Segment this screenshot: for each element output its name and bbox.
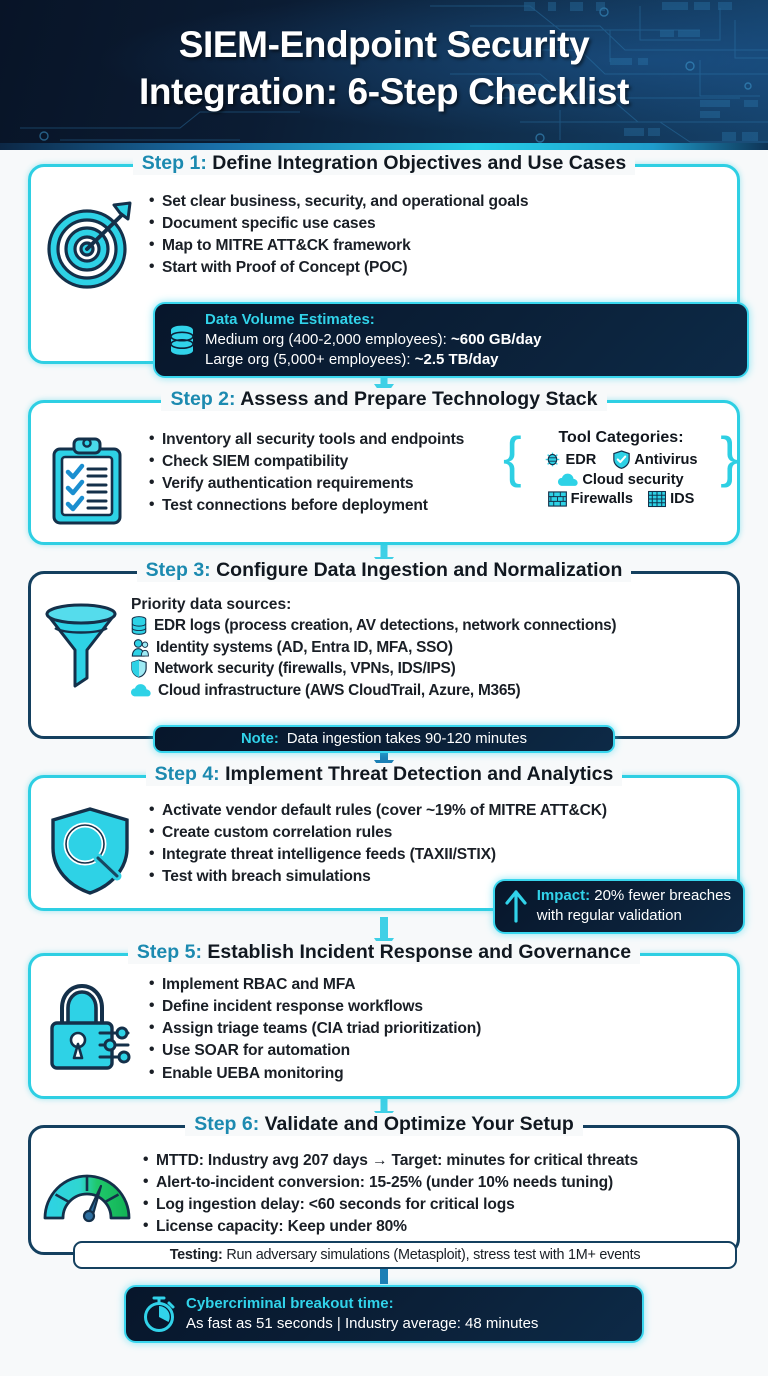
brace-right: } bbox=[720, 425, 739, 488]
step-4-bullets bbox=[149, 800, 725, 889]
stopwatch-icon bbox=[142, 1295, 176, 1333]
step-3-heading bbox=[31, 559, 737, 582]
gauge-icon bbox=[39, 1156, 135, 1224]
tool-label: Antivirus bbox=[634, 451, 698, 468]
steps-flow bbox=[0, 150, 768, 1343]
step-4-title: Implement Threat Detection and Analytics bbox=[225, 763, 614, 785]
list-item: • Test with breach simulations bbox=[149, 866, 725, 888]
page-header bbox=[0, 0, 768, 150]
tool-categories-list bbox=[525, 450, 717, 507]
clipboard-check-icon bbox=[48, 435, 132, 527]
page-title-line1: SIEM-Endpoint Security bbox=[178, 24, 590, 65]
step-card-4[interactable] bbox=[28, 763, 740, 925]
priority-sources-title: Priority data sources: bbox=[131, 596, 292, 613]
step-1-title: Define Integration Objectives and Use Cases bbox=[212, 152, 627, 174]
identity-icon bbox=[131, 638, 149, 657]
padlock-settings-icon bbox=[44, 980, 136, 1074]
list-item: • Enable UEBA monitoring bbox=[149, 1063, 725, 1085]
tool-item-firewalls bbox=[548, 491, 633, 507]
list-item: • Log ingestion delay: <60 seconds for critical logs bbox=[143, 1194, 725, 1216]
list-item: • MTTD: Industry avg 207 days → Target: minutes for critical threats bbox=[143, 1150, 725, 1172]
tool-categories-panel bbox=[503, 425, 739, 507]
step-1-bullets bbox=[149, 191, 725, 280]
source-label: Network security (firewalls, VPNs, IDS/IPS) bbox=[154, 660, 456, 678]
grid-icon bbox=[648, 491, 666, 507]
page-title-line2: Integration: 6-Step Checklist bbox=[138, 70, 630, 112]
list-item bbox=[131, 658, 725, 680]
list-item: • Use SOAR for automation bbox=[149, 1040, 725, 1062]
step-2-title: Assess and Prepare Technology Stack bbox=[240, 388, 598, 410]
step-3-icon-wrap bbox=[31, 596, 131, 690]
bug-icon bbox=[544, 451, 561, 468]
cloud-icon bbox=[131, 683, 151, 698]
list-item: • Map to MITRE ATT&CK framework bbox=[149, 235, 725, 257]
list-item: • Implement RBAC and MFA bbox=[149, 974, 725, 996]
brace-left: { bbox=[503, 425, 522, 488]
shield-magnifier-icon bbox=[47, 806, 133, 896]
header-accent-rule bbox=[0, 143, 768, 150]
step-card-1[interactable] bbox=[28, 152, 740, 369]
step-card-5[interactable] bbox=[28, 941, 740, 1099]
tool-item-cloud-security bbox=[558, 472, 683, 488]
step-5-label: Step 5: bbox=[136, 941, 202, 963]
priority-sources-list bbox=[131, 615, 725, 701]
list-item: • Check SIEM compatibility bbox=[149, 451, 505, 473]
step-1-heading bbox=[31, 152, 737, 175]
testing-label: Testing: bbox=[169, 1247, 223, 1263]
note-text: Data ingestion takes 90-120 minutes bbox=[286, 731, 528, 747]
tool-label: EDR bbox=[565, 451, 597, 468]
list-item: • Start with Proof of Concept (POC) bbox=[149, 257, 725, 279]
step-2-icon-wrap bbox=[31, 429, 149, 527]
ingestion-note-badge bbox=[153, 725, 615, 753]
list-item: • Activate vendor default rules (cover ~19% of MITRE ATT&CK) bbox=[149, 800, 725, 822]
impact-callout bbox=[493, 879, 745, 934]
step-2-heading bbox=[31, 388, 737, 411]
list-item bbox=[131, 680, 725, 702]
callout-line-1: Medium org (400-2,000 employees): ~600 GB/day bbox=[205, 331, 542, 349]
step-5-icon-wrap bbox=[31, 974, 149, 1074]
step-6-heading bbox=[31, 1113, 737, 1136]
testing-text: Run adversary simulations (Metasploit), stress test with 1M+ events bbox=[222, 1247, 641, 1263]
impact-line-1: Impact: 20% fewer breaches bbox=[536, 887, 731, 905]
tool-label: Firewalls bbox=[570, 491, 634, 507]
tool-item-edr bbox=[544, 451, 596, 468]
step-5-content bbox=[149, 974, 737, 1085]
step-1-icon-wrap bbox=[31, 191, 149, 293]
impact-line-2: with regular validation bbox=[536, 907, 682, 925]
tool-item-antivirus bbox=[613, 450, 697, 469]
list-item: • Integrate threat intelligence feeds (TAXII/STIX) bbox=[149, 844, 725, 866]
step-5-bullets bbox=[149, 974, 725, 1085]
brick-wall-icon bbox=[548, 491, 567, 507]
list-item: • Set clear business, security, and operational goals bbox=[149, 191, 725, 213]
source-label: EDR logs (process creation, AV detections, network connections) bbox=[154, 617, 617, 634]
note-label: Note: bbox=[240, 731, 279, 747]
step-4-label: Step 4: bbox=[154, 763, 220, 785]
list-item bbox=[131, 637, 725, 659]
callout-line-2: Large org (5,000+ employees): ~2.5 TB/day bbox=[205, 351, 499, 369]
step-5-heading bbox=[31, 941, 737, 964]
step-2-bullets bbox=[149, 429, 505, 518]
step-card-3[interactable] bbox=[28, 559, 740, 747]
list-item: • Test connections before deployment bbox=[149, 495, 505, 517]
step-2-content bbox=[149, 429, 505, 518]
list-item bbox=[131, 615, 725, 637]
step-card-2[interactable] bbox=[28, 388, 740, 545]
list-item: • Verify authentication requirements bbox=[149, 473, 505, 495]
list-item: • Assign triage teams (CIA triad prioritization) bbox=[149, 1018, 725, 1040]
source-label: Cloud infrastructure (AWS CloudTrail, Azure, M365) bbox=[158, 681, 521, 699]
list-item: • License capacity: Keep under 80% bbox=[143, 1216, 725, 1238]
data-volume-callout bbox=[153, 302, 749, 378]
database-icon bbox=[169, 325, 195, 355]
breakout-time-footer bbox=[124, 1285, 644, 1343]
funnel-icon bbox=[41, 602, 121, 690]
callout-heading: Data Volume Estimates: bbox=[205, 311, 375, 329]
tool-row bbox=[525, 491, 717, 507]
list-item: • Inventory all security tools and endpoints bbox=[149, 429, 505, 451]
step-1-content bbox=[149, 191, 737, 280]
step-3-title: Configure Data Ingestion and Normalization bbox=[216, 559, 623, 581]
tool-item-ids bbox=[648, 491, 694, 507]
step-6-content bbox=[143, 1150, 737, 1239]
step-4-heading bbox=[31, 763, 737, 786]
footer-text: As fast as 51 seconds | Industry average: 48 minutes bbox=[186, 1314, 539, 1332]
tool-label: Cloud security bbox=[582, 472, 684, 488]
cloud-icon bbox=[558, 473, 578, 487]
database-icon bbox=[131, 616, 147, 635]
testing-note-bar bbox=[73, 1241, 737, 1269]
step-6-bullets bbox=[143, 1150, 725, 1239]
list-item: • Define incident response workflows bbox=[149, 996, 725, 1018]
step-4-icon-wrap bbox=[31, 800, 149, 896]
page-title bbox=[0, 0, 768, 115]
step-card-6[interactable] bbox=[28, 1113, 740, 1263]
tool-row bbox=[525, 450, 717, 469]
target-icon bbox=[42, 197, 138, 293]
shield-icon bbox=[131, 659, 147, 678]
step-4-content bbox=[149, 800, 737, 889]
step-1-label: Step 1: bbox=[141, 152, 207, 174]
list-item: • Create custom correlation rules bbox=[149, 822, 725, 844]
step-2-label: Step 2: bbox=[170, 388, 236, 410]
step-6-label: Step 6: bbox=[194, 1113, 260, 1135]
list-item: • Document specific use cases bbox=[149, 213, 725, 235]
up-arrow-icon bbox=[505, 889, 527, 923]
step-5-title: Establish Incident Response and Governance bbox=[207, 941, 632, 963]
source-label: Identity systems (AD, Entra ID, MFA, SSO) bbox=[156, 638, 453, 656]
list-item: • Alert-to-incident conversion: 15-25% (under 10% needs tuning) bbox=[143, 1172, 725, 1194]
tool-categories-title: Tool Categories: bbox=[558, 429, 684, 446]
shield-check-icon bbox=[613, 450, 630, 469]
tool-label: IDS bbox=[670, 491, 695, 507]
step-6-icon-wrap bbox=[31, 1150, 143, 1224]
step-6-title: Validate and Optimize Your Setup bbox=[264, 1113, 574, 1135]
step-3-content bbox=[131, 596, 737, 701]
footer-heading: Cybercriminal breakout time: bbox=[186, 1295, 394, 1312]
step-3-label: Step 3: bbox=[145, 559, 211, 581]
tool-row bbox=[525, 472, 717, 488]
